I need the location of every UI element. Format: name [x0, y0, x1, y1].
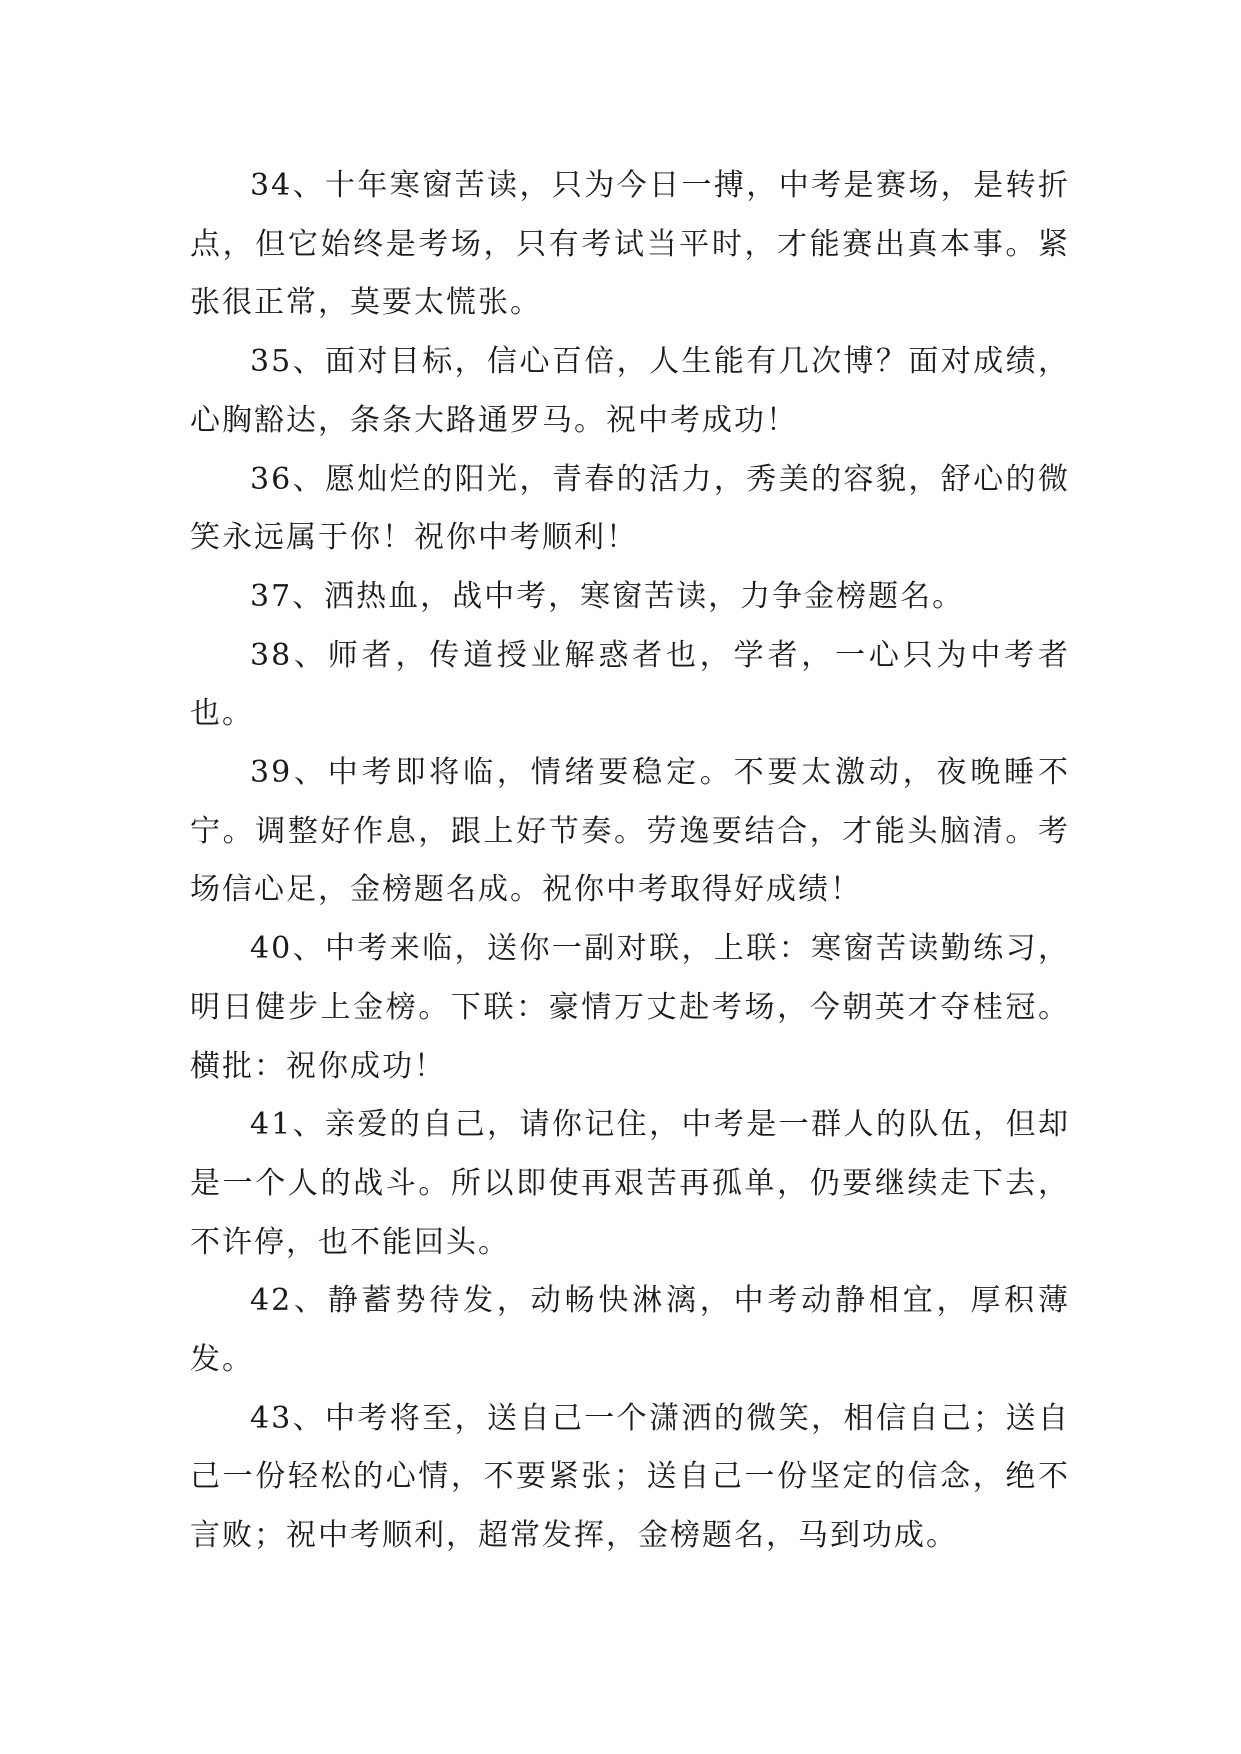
paragraph-35: 35、面对目标，信心百倍，人生能有几次博？面对成绩，心胸豁达，条条大路通罗马。祝中考成功！: [190, 344, 1070, 438]
paragraph-38: 38、师者，传道授业解惑者也，学者，一心只为中考者也。: [190, 637, 1070, 732]
paragraph-42: 42、静蓄势待发，动畅快淋漓，中考动静相宜，厚积薄发。: [190, 1283, 1070, 1378]
paragraph-36: 36、愿灿烂的阳光，青春的活力，秀美的容貌，舒心的微笑永远属于你！祝你中考顺利！: [190, 461, 1070, 556]
paragraph-39: 39、中考即将临，情绪要稳定。不要太激动，夜晚睡不宁。调整好作息，跟上好节奏。劳逸要结合，才能头脑清。考场信心足，金榜题名成。祝你中考取得好成绩！: [190, 755, 1070, 908]
paragraph-41: 41、亲爱的自己，请你记住，中考是一群人的队伍，但却是一个人的战斗。所以即使再艰苦再孤单，仍要继续走下去，不许停，也不能回头。: [190, 1107, 1070, 1260]
document-body: [190, 157, 1070, 1566]
paragraph-37: 37、洒热血，战中考，寒窗苦读，力争金榜题名。: [250, 578, 965, 614]
paragraph-40: 40、中考来临，送你一副对联，上联：寒窗苦读勤练习，明日健步上金榜。下联：豪情万丈赴考场，今朝英才夺桂冠。横批：祝你成功！: [190, 931, 1070, 1084]
paragraph-34: 34、十年寒窗苦读，只为今日一搏，中考是赛场，是转折点，但它始终是考场，只有考试当平时，才能赛出真本事。紧张很正常，莫要太慌张。: [190, 168, 1070, 321]
paragraph-43: 43、中考将至，送自己一个潇洒的微笑，相信自己；送自己一份轻松的心情，不要紧张；送自己一份坚定的信念，绝不言败；祝中考顺利，超常发挥，金榜题名，马到功成。: [190, 1400, 1070, 1554]
